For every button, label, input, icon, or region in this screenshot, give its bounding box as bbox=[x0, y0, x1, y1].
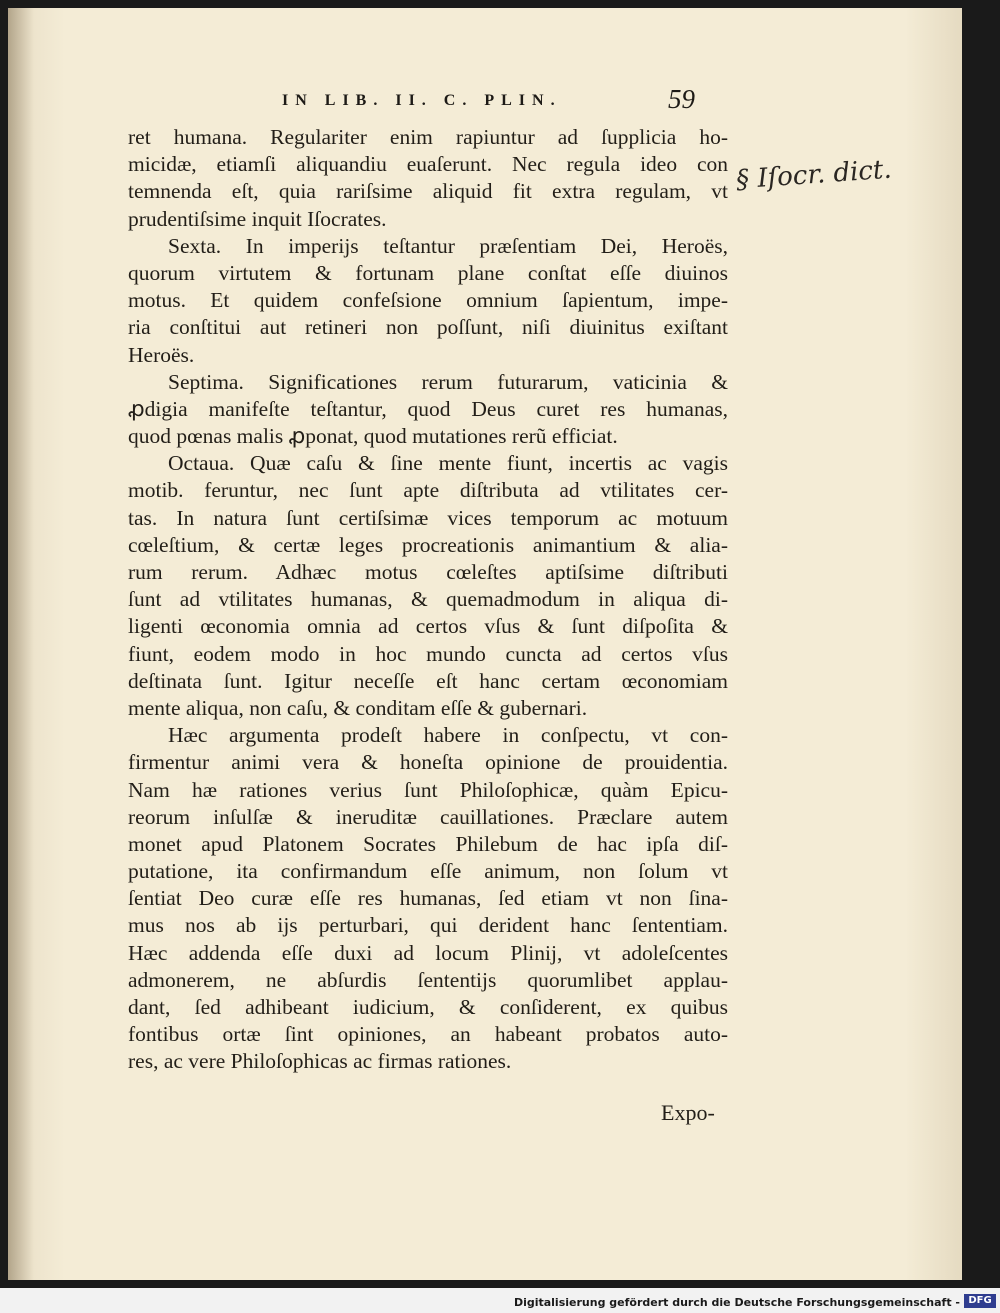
text-line: motus. Et quidem confeſsione omnium ſapientum, impe- bbox=[128, 288, 728, 313]
text-line: ſentiat Deo curæ eſſe res humanas, ſed etiam vt non ſina- bbox=[128, 886, 728, 911]
catchword: Expo- bbox=[661, 1100, 715, 1125]
text-line: reorum inſulſæ & ineruditæ cauillationes. Præclare autem bbox=[128, 804, 728, 829]
text-line: ria conſtitui aut retineri non poſſunt, niſi diuinitus exiſtant bbox=[128, 315, 728, 340]
text-line: micidæ, etiamſi aliquandiu euaſerunt. Nec regula ideo con bbox=[128, 152, 728, 177]
text-line: Hæc addenda eſſe duxi ad locum Plinij, vt adoleſcentes bbox=[128, 940, 728, 965]
text-line: ret humana. Regulariter enim rapiuntur ad ſupplicia ho- bbox=[128, 125, 728, 149]
body-text bbox=[128, 124, 728, 1076]
text-line: admonerem, ne abſurdis ſententijs quorumlibet applau- bbox=[128, 967, 728, 992]
text-line: ſunt ad vtilitates humanas, & quemadmodum in aliqua di- bbox=[128, 587, 728, 612]
text-line: tas. In natura ſunt certiſsimæ vices temporum ac motuum bbox=[128, 505, 728, 530]
text-line: Heroës. bbox=[128, 342, 195, 367]
text-line: mente aliqua, non caſu, & conditam eſſe & gubernari. bbox=[128, 695, 588, 720]
marginal-note: § Iſocr. dict. bbox=[735, 154, 893, 196]
text-line: ligenti œconomia omnia ad certos vſus & ſunt diſpoſita & bbox=[128, 614, 728, 639]
running-head: IN LIB. II. C. PLIN. bbox=[282, 92, 562, 109]
text-line: quorum virtutem & fortunam plane conſtat eſſe diuinos bbox=[128, 260, 728, 285]
text-line: prudentiſsime inquit Iſocrates. bbox=[128, 206, 387, 231]
text-line: Sexta. In imperijs teſtantur præſentiam Dei, Heroës, bbox=[168, 233, 728, 258]
text-line: cœleſtium, & certæ leges procreationis animantium & alia- bbox=[128, 532, 728, 557]
text-line: putatione, ita confirmandum eſſe animum, non ſolum vt bbox=[128, 859, 728, 884]
spine-shadow bbox=[8, 8, 34, 1280]
text-line: quod pœnas malis ꝓponat, quod mutationes rerũ efficiat. bbox=[128, 424, 618, 449]
text-line: monet apud Platonem Socrates Philebum de hac ipſa diſ- bbox=[128, 831, 728, 856]
page-number: 59 bbox=[668, 84, 695, 114]
text-line: motib. feruntur, nec ſunt apte diſtributa ad vtilitates cer- bbox=[128, 478, 728, 503]
text-line: temnenda eſt, quia rariſsime aliquid fit extra regulam, vt bbox=[128, 179, 728, 204]
footer-credit: Digitalisierung gefördert durch die Deutsche Forschungsgemeinschaft - bbox=[513, 1296, 960, 1309]
text-line: firmentur animi vera & honeſta opinione de prouidentia. bbox=[128, 750, 728, 775]
text-line: Hæc argumenta prodeſt habere in conſpectu, vt con- bbox=[168, 723, 728, 748]
text-line: deſtinata ſunt. Igitur neceſſe eſt hanc certam œconomiam bbox=[128, 668, 728, 693]
dfg-logo: DFG bbox=[964, 1294, 996, 1308]
text-line: fontibus ortæ ſint opiniones, an habeant probatos auto- bbox=[128, 1022, 728, 1047]
text-line: Septima. Significationes rerum futurarum, vaticinia & bbox=[168, 369, 728, 394]
text-line: Nam hæ rationes verius ſunt Philoſophicæ, quàm Epicu- bbox=[128, 777, 728, 802]
text-line: rum rerum. Adhæc motus cœleſtes aptiſsime diſtributi bbox=[128, 560, 728, 584]
text-line: dant, ſed adhibeant iudicium, & conſiderent, ex quibus bbox=[128, 995, 728, 1019]
text-line: ꝓdigia manifeſte teſtantur, quod Deus curet res humanas, bbox=[128, 396, 728, 421]
text-line: res, ac vere Philoſophicas ac firmas rationes. bbox=[128, 1049, 512, 1074]
text-line: mus nos ab ijs perturbari, qui derident hanc ſententiam. bbox=[128, 913, 728, 938]
text-line: Octaua. Quæ caſu & ſine mente fiunt, incertis ac vagis bbox=[168, 451, 728, 476]
text-line: fiunt, eodem modo in hoc mundo cuncta ad certos vſus bbox=[128, 641, 728, 666]
